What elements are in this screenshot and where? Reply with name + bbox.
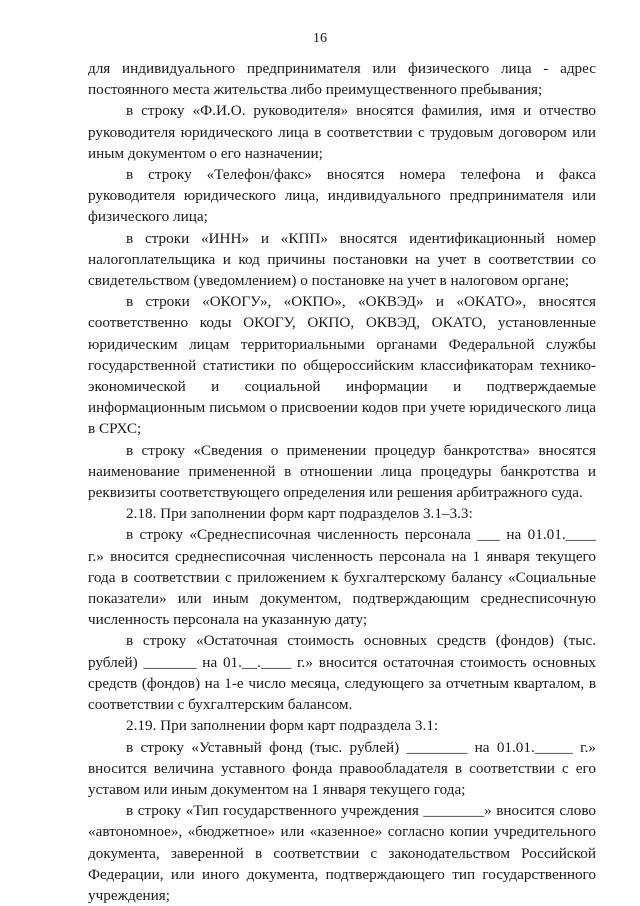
paragraph-classifier-codes: в строки «ОКОГУ», «ОКПО», «ОКВЭД» и «ОКАТО», вносятся соответственно коды ОКОГУ, ОКПО, ОКВЭД, ОКАТО, установленные юридическим лицам территориальными органами Федеральной службы государственной статистики по общероссийским классификаторам технико-экономической и социальной информации и подтверждаемые информационным письмом о присвоении кодов при учете юридического лица в СРХС;: [88, 293, 596, 438]
paragraph-director-name: в строку «Ф.И.О. руководителя» вносятся фамилия, имя и отчество руководителя юридического лица в соответствии с трудовым договором или иным документом о его назначении;: [88, 102, 596, 162]
paragraph-address: для индивидуального предпринимателя или физического лица - адрес постоянного места жительства либо преимущественного пребывания;: [88, 60, 596, 99]
paragraph-headcount: в строку «Среднесписочная численность персонала ___ на 01.01.____ г.» вносится среднесписочная численность персонала на 1 января текущего года в соответствии с приложением к бухгалтерскому балансу «Социальные показатели» или иным документом, подтверждающим среднесписочную численность персонала на указанную дату;: [88, 526, 596, 629]
paragraph-institution-type: в строку «Тип государственного учреждения ________» вносится слово «автономное», «бюджетное» или «казенное» согласно копии учредительного документа, заверенной в соответствии с законодательством Российской Федерации, или иного документа, подтверждающего тип государственного учреждения;: [88, 802, 596, 904]
page-number: 16: [313, 31, 327, 46]
paragraph-residual-value: в строку «Остаточная стоимость основных средств (фондов) (тыс. рублей) _______ на 01.__.____ г.» вносится остаточная стоимость основных средств (фондов) на 1-е число месяца, следующего за отчетным кварталом, в соответствии с бухгалтерским балансом.: [88, 632, 596, 714]
paragraph-bankruptcy: в строку «Сведения о применении процедур банкротства» вносятся наименование примененной в отношении лица процедуры банкротства и реквизиты соответствующего определения или решения арбитражного суда.: [88, 441, 596, 502]
section-heading-2-18: 2.18. При заполнении форм карт подразделов 3.1–3.3:: [126, 505, 473, 523]
paragraph-charter-fund: в строку «Уставный фонд (тыс. рублей) ________ на 01.01._____ г.» вносится величина уставного фонда правообладателя в соответствии с его уставом или иным документом на 1 января текущего года;: [88, 738, 596, 798]
document-body: [88, 58, 596, 906]
section-heading-2-19: 2.19. При заполнении форм карт подраздела 3.1:: [126, 717, 439, 735]
paragraph-inn-kpp: в строки «ИНН» и «КПП» вносятся идентификационный номер налогоплательщика и код причины постановки на учет в соответствии со свидетельством (уведомлением) о постановке на учет в налоговом органе;: [88, 229, 596, 290]
paragraph-phone-fax: в строку «Телефон/факс» вносятся номера телефона и факса руководителя юридического лица, индивидуального предпринимателя или физического лица;: [88, 166, 596, 226]
